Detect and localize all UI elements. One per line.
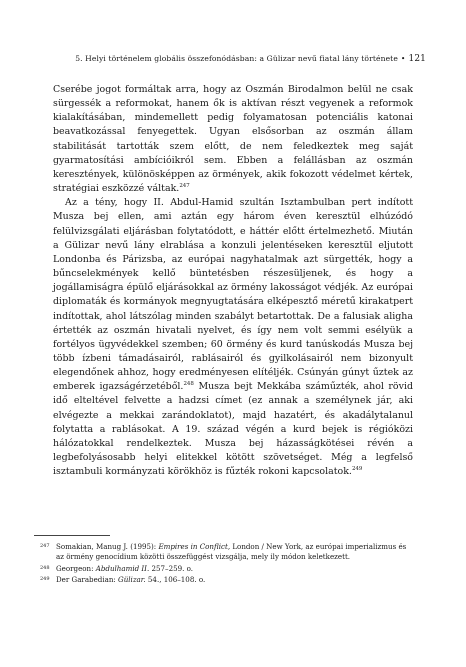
footnote-details: London / New York, az európai imperializmus és az örmény genocídium közötti összefüggést vizsgálja, mely ily módon keletkezett. (56, 542, 407, 562)
footnote-number: 249 (40, 576, 50, 583)
running-title: 5. Helyi történelem globális összefonódásban: a Gülizar nevű fiatal lány története (75, 54, 398, 63)
paragraph-2 (53, 196, 413, 479)
footnote-number: 248 (40, 564, 50, 571)
footnote-title: Empires in Conflict, (158, 542, 231, 551)
note-ref-249: 249 (351, 466, 363, 473)
note-ref-248: 248 (183, 381, 194, 388)
footnote (42, 564, 414, 574)
body-text (53, 83, 413, 479)
footnote-author: Somakian, Manug J. (1995): (56, 542, 159, 551)
running-header (40, 54, 426, 64)
footnote-rule (34, 535, 110, 536)
footnote-title: Abdulhamid II. (95, 563, 150, 573)
paragraph-1 (53, 83, 413, 196)
footnote-details: 257–259. o. (149, 563, 194, 573)
footnote-title: Gülizar. (118, 575, 146, 585)
page-number: 121 (408, 54, 426, 64)
paragraph-1-text: Cserébe jogot formáltak arra, hogy az Oszmán Birodalmon belül ne csak sürgessék a reformokat, hanem ők is aktívan részt vegyenek a reformok kialakításában, mindemellett pedig folyamatosan potenciális katonai beavatkozással fenyegettek. Ugyan elsősorban az oszmán állam stabilitását tartották szem előtt, de nem feledkeztek meg saját gyarmatosítási ambícióikról sem. Ebben a felállásban az oszmán keresztények, különösképpen az örmények, akik fokozott védelmet kértek, stratégiai eszközzé váltak. (53, 84, 413, 195)
footnote-author: Der Garabedian: (56, 575, 119, 585)
footnote (42, 542, 414, 563)
footnote-number: 247 (40, 543, 50, 549)
footnote-details: 54., 106–108. o. (145, 575, 206, 585)
footnote (42, 575, 414, 585)
footnote-author: Georgeon: (56, 563, 96, 573)
footnotes (42, 542, 414, 587)
header-separator: • (400, 54, 406, 63)
paragraph-2-text-b: Musza bejt Mekkába száműzték, ahol rövid idő elteltével felvette a hadzsi címet (ez annak a személynek jár, aki elvégezte a mekkai zarándoklatot), majd hazatért, és akadálytalanul folytatta a rablásokat. A 19. század végén a kurd bejek is régióközi hálózatokkal rendelkeztek. Musza bej házasságkötései révén a legbefolyásosabb helyi elitekkel kötött szövetséget. Még a legfelső isztambuli kormányzati körökhöz is fűzték rokoni kapcsolatok. (53, 381, 413, 478)
note-ref-247: 247 (179, 182, 190, 189)
paragraph-2-text-a: Az a tény, hogy II. Abdul-Hamid szultán Isztambulban pert indított Musza bej ellen, ami aztán egy három éven keresztül elhúzódó felülvizsgálati eljárásban folytatódott, e háttér előtt értelmezhető. Miután a Gülizar nevű lány elrablása a konzuli jelentéseken keresztül eljutott Londonba és Párizsba, az európai nagyhatalmak azt sürgették, hogy a bűncselekmények kellő büntetésben részesüljenek, és hogy a jogállamiságra épülő eljárásokkal az örmény lakosságot védjék. Az európai diplomaták és kormányok megnyugtatására elképesztő méretű kirakatpert indítottak, ahol látszólag minden szabályt betartottak. De a falusiak aligha értették az oszmán hivatali nyelvet, és így nem volt semmi esélyük a fortélyos ügyvédekkel szemben; 60 örmény és kurd tanúskodás Musza bej több ízbeni támadásairól, rablásairól és gyilkolásairól nem bizonyult elegendőnek ahhoz, hogy eredményesen elítéljék. Csúnyán gúnyt űztek az emberek igazságérzetéből. (53, 197, 413, 393)
